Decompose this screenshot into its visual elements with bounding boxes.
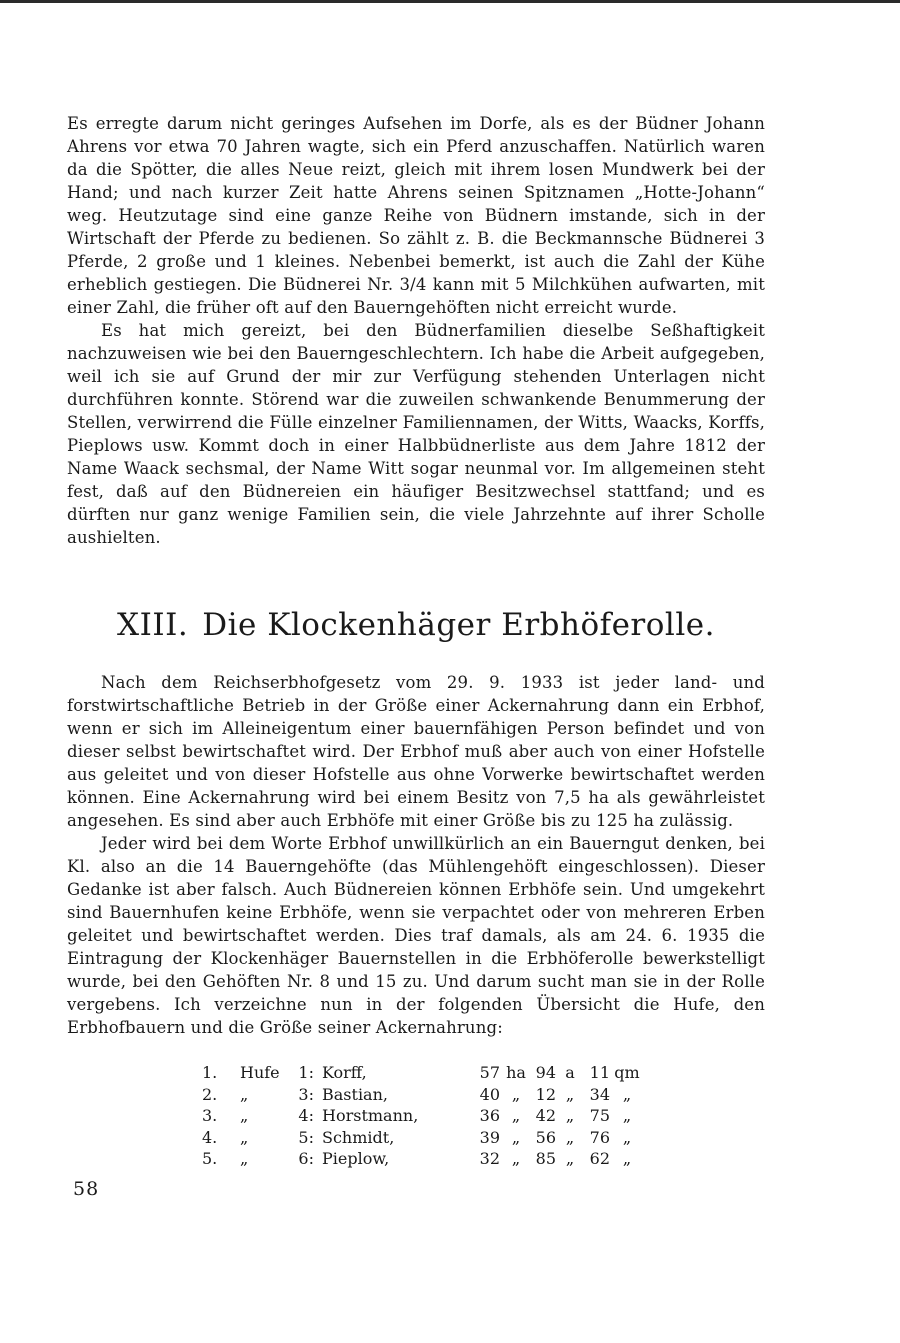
- table-row: [202, 1128, 644, 1150]
- unit-qm-cell: „: [622, 1149, 632, 1168]
- unit-qm-cell: „: [622, 1084, 632, 1104]
- ares-cell: 56: [535, 1127, 556, 1147]
- unit-ha-cell: „: [511, 1127, 521, 1147]
- hufe-number-cell: 4.: [202, 1127, 218, 1147]
- unit-qm-cell: „: [622, 1127, 632, 1147]
- page-top-edge: [0, 0, 900, 3]
- square-meters-cell: 76: [589, 1127, 610, 1147]
- hufe-label-cell: „: [240, 1149, 249, 1168]
- square-meters-cell: 34: [589, 1084, 610, 1104]
- unit-a-cell: „: [565, 1106, 575, 1125]
- hufe-label-cell: „: [240, 1106, 249, 1125]
- hectares-cell: 39: [479, 1127, 500, 1147]
- table-row: [202, 1149, 644, 1171]
- hufe-number-cell: 2.: [202, 1084, 218, 1104]
- ares-cell: 94: [535, 1063, 556, 1082]
- farmer-name-cell: Horstmann,: [322, 1106, 419, 1125]
- farmer-name-cell: Korff,: [322, 1063, 367, 1082]
- unit-a-cell: „: [565, 1149, 575, 1168]
- paragraph-erbhof-bauerngut: Jeder wird bei dem Worte Erbhof unwillkürlich an ein Bauerngut denken, bei Kl. also an die 14 Bauerngehöfte (das Mühlengehöft eingeschlossen). Dieser Gedanke ist aber falsch. Auch Büdnereien können Erbhöfe sein. Und umgekehrt sind Bauernhufen keine Erbhöfe, wenn sie verpachtet oder von mehreren Erben geleitet und bewirtschaftet werden. Dies traf damals, als am 24. 6. 1935 die Eintragung der Klockenhäger Bauernstellen in die Erbhöferolle bewerkstelligt wurde, bei den Gehöften Nr. 8 und 15 zu. Und darum sucht man sie in der Rolle vergebens. Ich verzeichne nun in der folgenden Übersicht die Hufe, den Erbhofbauern und die Größe seiner Ackernahrung:: [67, 834, 765, 1037]
- hufe-label-cell: „: [240, 1084, 249, 1104]
- unit-ha-cell: „: [511, 1084, 521, 1104]
- farmer-name-cell: Schmidt,: [322, 1127, 395, 1147]
- paragraph-ahrens-pferd: Es erregte darum nicht geringes Aufsehen im Dorfe, als es der Büdner Johann Ahrens vor etwa 70 Jahren wagte, sich ein Pferd anzuschaffen. Natürlich waren da die Spötter, die alles Neue reizt, gleich mit ihrem losen Mundwerk bei der Hand; und nach kurzer Zeit hatte Ahrens seinen Spitznamen „Hotte-Johann“ weg. Heutzutage sind eine ganze Reihe von Büdnern imstande, sich in der Wirtschaft der Pferde zu bedienen. So zählt z. B. die Beckmannsche Büdnerei 3 Pferde, 2 große und 1 kleines. Nebenbei bemerkt, ist auch die Zahl der Kühe erheblich gestiegen. Die Büdnerei Nr. 3/4 kann mit 5 Milchkühen aufwarten, mit einer Zahl, die früher oft auf den Bauerngehöften nicht erreicht wurde.: [67, 114, 765, 317]
- farmer-name-cell: Pieplow,: [322, 1149, 390, 1168]
- ares-cell: 85: [535, 1149, 556, 1168]
- hufe-number-cell: 1.: [202, 1063, 218, 1082]
- unit-a-cell: „: [565, 1084, 575, 1104]
- hof-number-cell: 3:: [298, 1084, 314, 1104]
- unit-a-cell: „: [565, 1127, 575, 1147]
- unit-qm-cell: qm: [614, 1063, 640, 1082]
- hufen-table: [202, 1063, 644, 1171]
- square-meters-cell: 75: [589, 1106, 610, 1125]
- table-row: [202, 1085, 644, 1107]
- hufe-number-cell: 5.: [202, 1149, 218, 1168]
- hectares-cell: 32: [479, 1149, 500, 1168]
- hectares-cell: 40: [479, 1084, 500, 1104]
- unit-ha-cell: ha: [506, 1063, 526, 1082]
- hufe-number-cell: 3.: [202, 1106, 218, 1125]
- hof-number-cell: 5:: [298, 1127, 314, 1147]
- ares-cell: 42: [535, 1106, 556, 1125]
- table-row: [202, 1063, 644, 1085]
- hof-number-cell: 4:: [298, 1106, 314, 1125]
- unit-a-cell: a: [565, 1063, 575, 1082]
- table-row: [202, 1106, 644, 1128]
- unit-ha-cell: „: [511, 1106, 521, 1125]
- hufe-label-cell: Hufe: [240, 1063, 280, 1082]
- hectares-cell: 57: [479, 1063, 500, 1082]
- square-meters-cell: 11: [589, 1063, 610, 1082]
- unit-ha-cell: „: [511, 1149, 521, 1168]
- page-number: 58: [73, 1178, 100, 1200]
- square-meters-cell: 62: [589, 1149, 610, 1168]
- chapter-heading: [67, 607, 765, 643]
- farmer-name-cell: Bastian,: [322, 1084, 388, 1104]
- chapter-numeral: XIII.: [117, 607, 189, 643]
- hufen-table-body: [202, 1063, 644, 1171]
- page-body: [67, 112, 765, 1171]
- hof-number-cell: 6:: [298, 1149, 314, 1168]
- paragraph-buednerfamilien: Es hat mich gereizt, bei den Büdnerfamilien dieselbe Seßhaftigkeit nachzuweisen wie bei den Bauerngeschlechtern. Ich habe die Arbeit aufgegeben, weil ich sie auf Grund der mir zur Verfügung stehenden Unterlagen nicht durchführen konnte. Störend war die zuweilen schwankende Benummerung der Stellen, verwirrend die Fülle einzelner Familiennamen, der Witts, Waacks, Korffs, Pieplows usw. Kommt doch in einer Halbbüdnerliste aus dem Jahre 1812 der Name Waack sechsmal, der Name Witt sogar neunmal vor. Im allgemeinen steht fest, daß auf den Büdnereien ein häufiger Besitzwechsel stattfand; und es dürften nur ganz wenige Familien sein, die viele Jahrzehnte auf ihrer Scholle aushielten.: [67, 321, 765, 547]
- unit-qm-cell: „: [622, 1106, 632, 1125]
- ares-cell: 12: [535, 1084, 556, 1104]
- hectares-cell: 36: [479, 1106, 500, 1125]
- hof-number-cell: 1:: [298, 1063, 314, 1082]
- paragraph-reichserbhofgesetz: Nach dem Reichserbhofgesetz vom 29. 9. 1933 ist jeder land- und forstwirtschaftliche Betrieb in der Größe einer Ackernahrung dann ein Erbhof, wenn er sich im Alleineigentum einer bauernfähigen Person befindet und von dieser selbst bewirtschaftet wird. Der Erbhof muß aber auch von einer Hofstelle aus geleitet und von dieser Hofstelle aus ohne Vorwerke bewirtschaftet werden können. Eine Ackernahrung wird bei einem Besitz von 7,5 ha als gewährleistet angesehen. Es sind aber auch Erbhöfe mit einer Größe bis zu 125 ha zulässig.: [67, 673, 765, 830]
- chapter-title: Die Klockenhäger Erbhöferolle.: [202, 607, 715, 643]
- hufe-label-cell: „: [240, 1127, 249, 1147]
